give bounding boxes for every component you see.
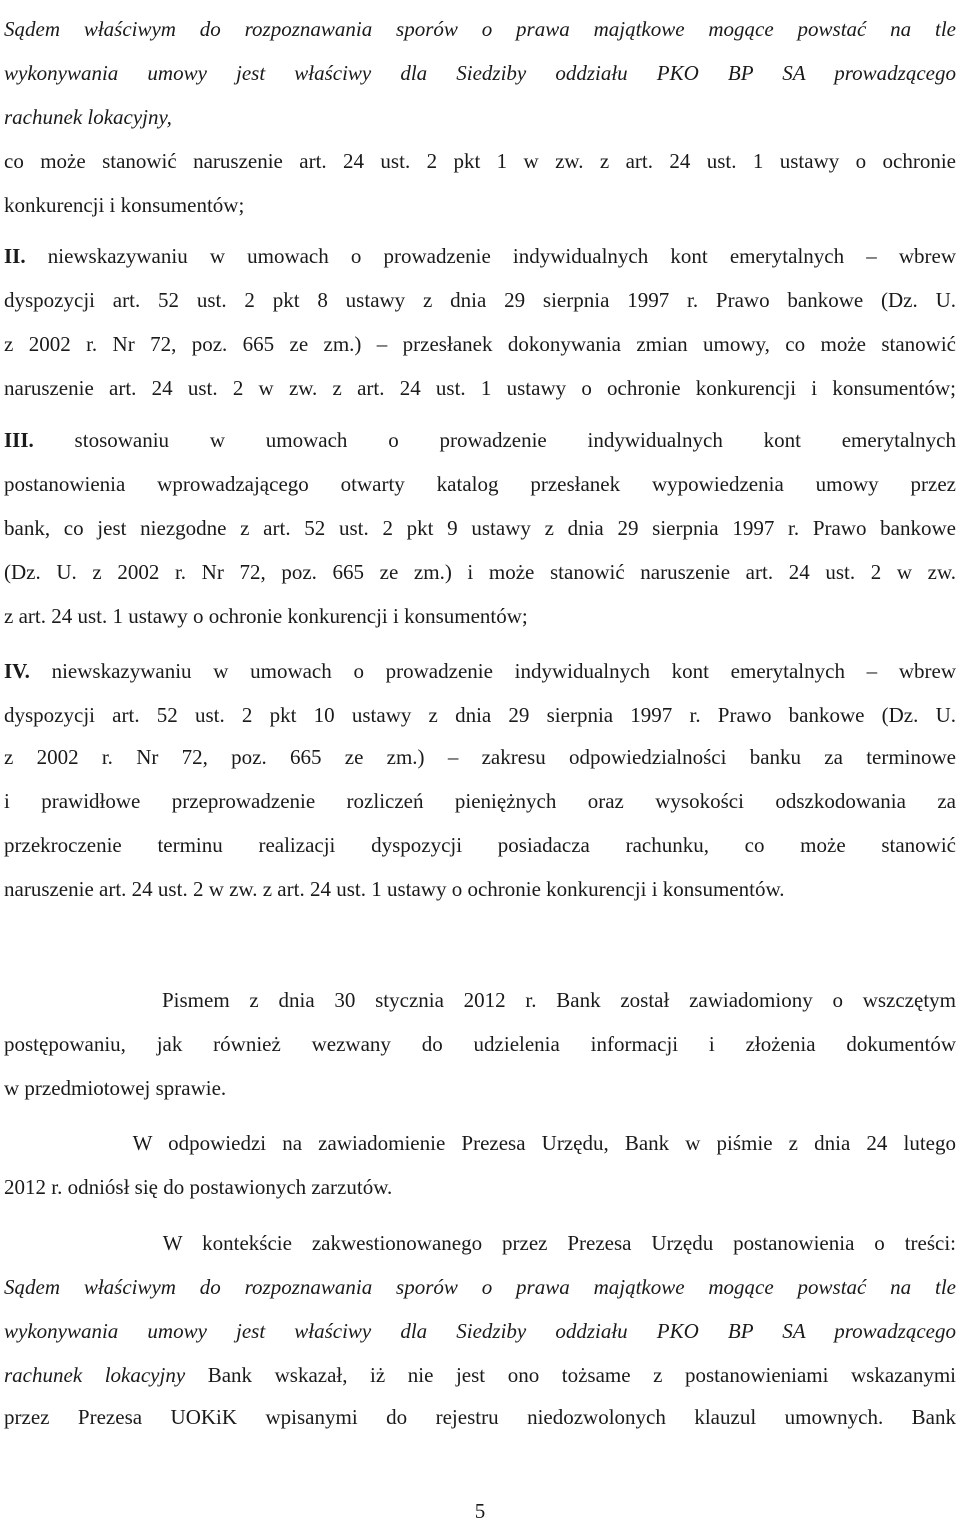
- text-line: W odpowiedzi na zawiadomienie Prezesa Urzędu, Bank w piśmie z dnia 24 lutego: [4, 1131, 956, 1155]
- text-line: 2012 r. odniósł się do postawionych zarzutów.: [4, 1175, 393, 1199]
- text-line: dyspozycji art. 52 ust. 2 pkt 10 ustawy z dnia 29 sierpnia 1997 r. Prawo bankowe (Dz. U.: [4, 703, 956, 727]
- text-line: wykonywania umowy jest właściwy dla Siedziby oddziału PKO BP SA prowadzącego: [4, 1319, 956, 1343]
- text-line: Sądem właściwym do rozpoznawania sporów o prawa majątkowe mogące powstać na tle: [4, 17, 956, 41]
- text-line: rachunek lokacyjny Bank wskazał, iż nie jest ono tożsame z postanowieniami wskazanymi: [4, 1363, 956, 1387]
- text-line: przez Prezesa UOKiK wpisanymi do rejestru niedozwolonych klauzul umownych. Bank: [4, 1405, 956, 1429]
- text-line: z art. 24 ust. 1 ustawy o ochronie konkurencji i konsumentów;: [4, 604, 528, 628]
- text-line: dyspozycji art. 52 ust. 2 pkt 8 ustawy z dnia 29 sierpnia 1997 r. Prawo bankowe (Dz. U.: [4, 288, 956, 312]
- section-iv-line: IV. niewskazywaniu w umowach o prowadzenie indywidualnych kont emerytalnych – wbrew: [4, 659, 956, 683]
- section-iii-line: III. stosowaniu w umowach o prowadzenie indywidualnych kont emerytalnych: [4, 428, 956, 452]
- section-ii-line: II. niewskazywaniu w umowach o prowadzenie indywidualnych kont emerytalnych – wbrew: [4, 244, 956, 268]
- text-line: wykonywania umowy jest właściwy dla Siedziby oddziału PKO BP SA prowadzącego: [4, 61, 956, 85]
- text-line: Sądem właściwym do rozpoznawania sporów o prawa majątkowe mogące powstać na tle: [4, 1275, 956, 1299]
- text-line: rachunek lokacyjny,: [4, 105, 172, 129]
- text-line: postępowaniu, jak również wezwany do udzielenia informacji i złożenia dokumentów: [4, 1032, 956, 1056]
- text-line: konkurencji i konsumentów;: [4, 193, 245, 217]
- text-line: (Dz. U. z 2002 r. Nr 72, poz. 665 ze zm.) i może stanowić naruszenie art. 24 ust. 2 w zw.: [4, 560, 956, 584]
- text-line: z 2002 r. Nr 72, poz. 665 ze zm.) – przesłanek dokonywania zmian umowy, co może stanowić: [4, 332, 956, 356]
- page-number: 5: [474, 1499, 486, 1523]
- text-line: z 2002 r. Nr 72, poz. 665 ze zm.) – zakresu odpowiedzialności banku za terminowe: [4, 745, 956, 769]
- text-line: w przedmiotowej sprawie.: [4, 1076, 227, 1100]
- text-line: i prawidłowe przeprowadzenie rozliczeń pieniężnych oraz wysokości odszkodowania za: [4, 789, 956, 813]
- text-line: naruszenie art. 24 ust. 2 w zw. z art. 24 ust. 1 ustawy o ochronie konkurencji i konsumentów.: [4, 877, 785, 901]
- text-line: bank, co jest niezgodne z art. 52 ust. 2 pkt 9 ustawy z dnia 29 sierpnia 1997 r. Prawo bankowe: [4, 516, 956, 540]
- text-line: postanowienia wprowadzającego otwarty katalog przesłanek wypowiedzenia umowy przez: [4, 472, 956, 496]
- text-line: co może stanowić naruszenie art. 24 ust. 2 pkt 1 w zw. z art. 24 ust. 1 ustawy o ochronie: [4, 149, 956, 173]
- text-line: przekroczenie terminu realizacji dyspozycji posiadacza rachunku, co może stanowić: [4, 833, 956, 857]
- text-line: W kontekście zakwestionowanego przez Prezesa Urzędu postanowienia o treści:: [4, 1231, 956, 1255]
- text-line: naruszenie art. 24 ust. 2 w zw. z art. 24 ust. 1 ustawy o ochronie konkurencji i konsumentów;: [4, 376, 956, 400]
- text-line: Pismem z dnia 30 stycznia 2012 r. Bank został zawiadomiony o wszczętym: [4, 988, 956, 1012]
